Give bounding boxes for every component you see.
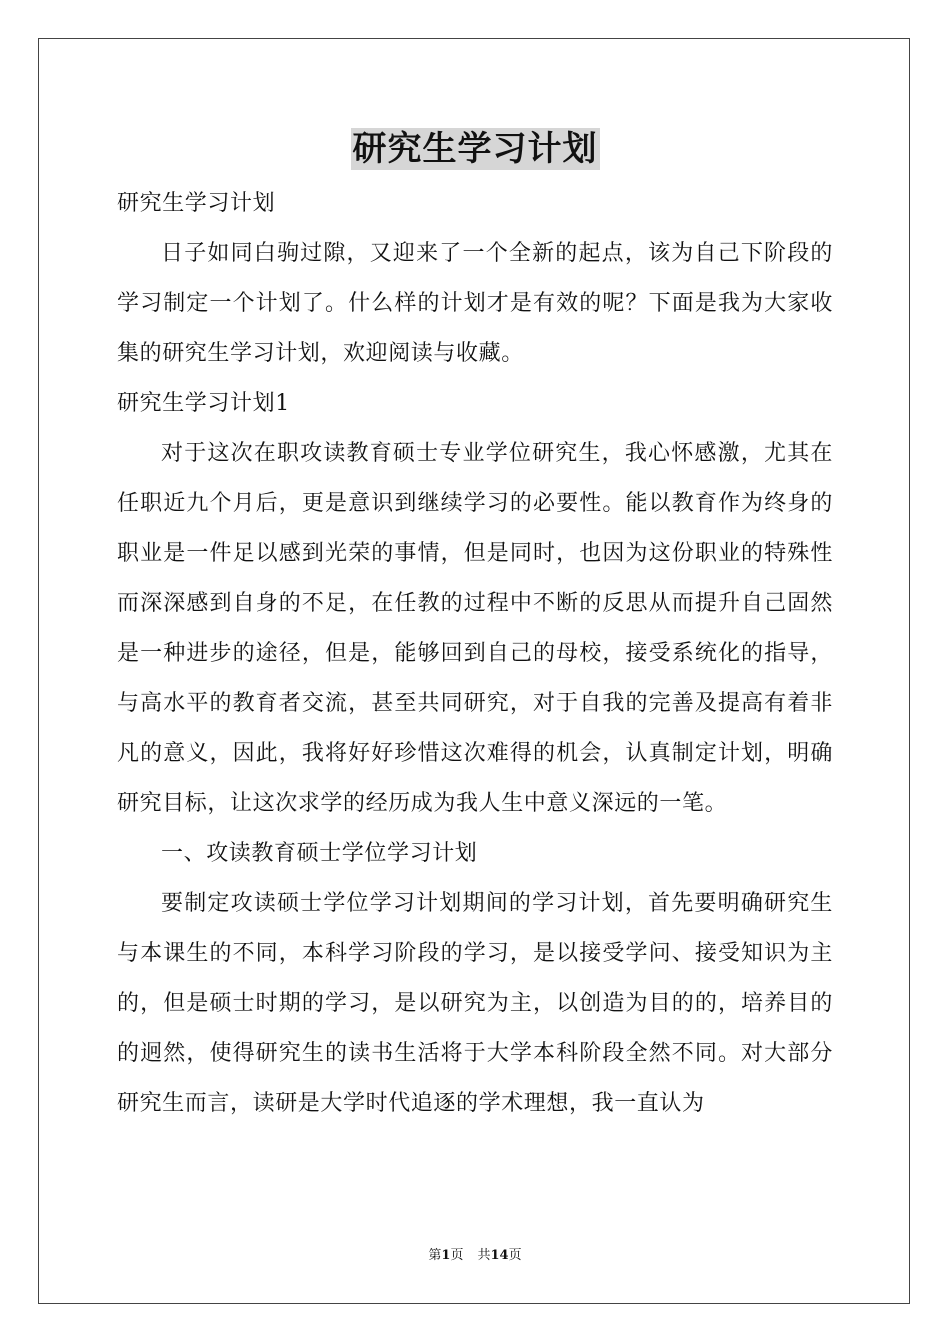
page-suffix: 页: [450, 1248, 464, 1263]
intro-paragraph: 日子如同白驹过隙，又迎来了一个全新的起点，该为自己下阶段的学习制定一个计划了。什么样的计划才是有效的呢？下面是我为大家收集的研究生学习计划，欢迎阅读与收藏。: [117, 241, 833, 366]
total-suffix: 页: [508, 1248, 522, 1263]
total-prefix: 共: [477, 1248, 491, 1263]
document-body: [117, 179, 833, 1129]
document-title: 研究生学习计划: [352, 129, 598, 169]
subheading-1: 一、攻读教育硕士学位学习计划: [161, 841, 478, 866]
page-footer: [0, 1247, 950, 1265]
page-current-number: 1: [441, 1248, 451, 1263]
body-paragraph-1: 对于这次在职攻读教育硕士专业学位研究生，我心怀感激，尤其在任职近九个月后，更是意识到继续学习的必要性。能以教育作为终身的职业是一件足以感到光荣的事情，但是同时，也因为这份职业的特殊性而深深感到自身的不足，在任教的过程中不断的反思从而提升自己固然是一种进步的途径，但是，能够回到自己的母校，接受系统化的指导，与高水平的教育者交流，甚至共同研究，对于自我的完善及提高有着非凡的意义，因此，我将好好珍惜这次难得的机会，认真制定计划，明确研究目标，让这次求学的经历成为我人生中意义深远的一笔。: [117, 441, 833, 816]
section-heading: 研究生学习计划1: [117, 391, 290, 416]
page-prefix: 第: [428, 1248, 442, 1263]
body-paragraph-2: 要制定攻读硕士学位学习计划期间的学习计划，首先要明确研究生与本课生的不同，本科学习阶段的学习，是以接受学问、接受知识为主的，但是硕士时期的学习，是以研究为主，以创造为目的的，培养目的的迥然，使得研究生的读书生活将于大学本科阶段全然不同。对大部分研究生而言，读研是大学时代追逐的学术理想，我一直认为: [117, 891, 833, 1116]
total-pages-number: 14: [490, 1248, 509, 1263]
document-subtitle: 研究生学习计划: [117, 191, 276, 216]
title-container: [0, 128, 950, 170]
